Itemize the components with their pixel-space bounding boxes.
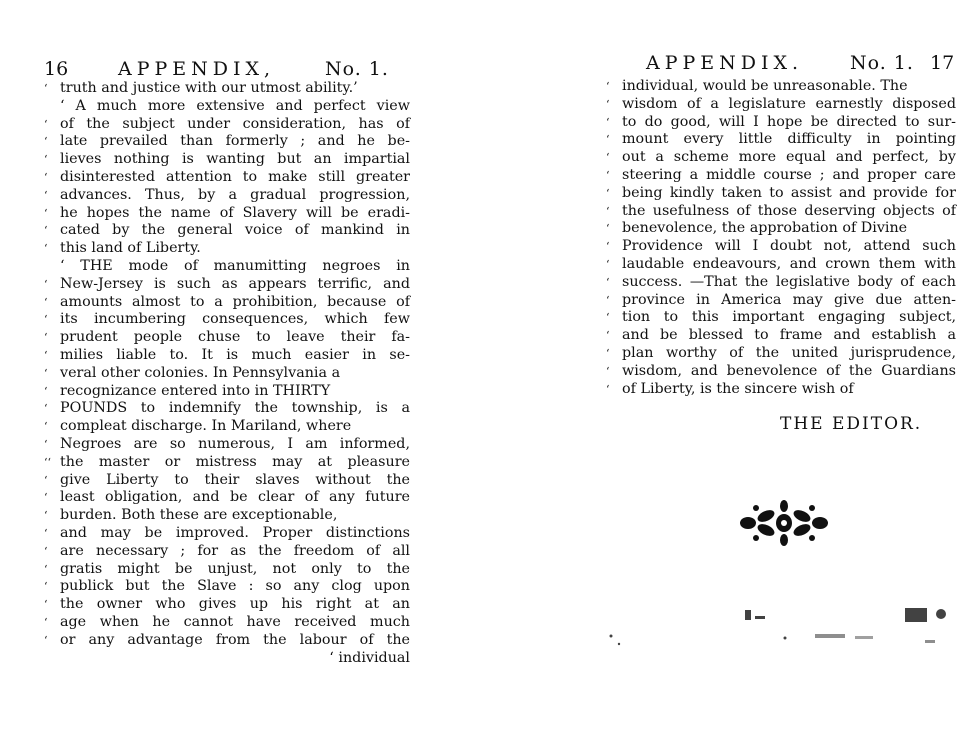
bleed-through-marks xyxy=(605,600,965,660)
line-text: ‘ A much more extensive and perfect view xyxy=(60,97,410,114)
quote-mark: ‘ xyxy=(44,331,48,345)
quote-mark: ‘ xyxy=(606,115,610,129)
line-text: truth and justice with our utmost ability.’ xyxy=(60,80,358,96)
text-line xyxy=(44,187,410,205)
line-text: laudable endeavours, and crown them with xyxy=(622,255,956,272)
text-line xyxy=(44,80,410,98)
quote-mark: ‘ xyxy=(44,384,48,398)
quote-mark: ‘ xyxy=(606,80,610,93)
text-line xyxy=(44,561,410,579)
line-text: late prevailed than formerly ; and he be- xyxy=(60,133,410,150)
text-line xyxy=(44,472,410,490)
quote-mark: ‘ xyxy=(44,295,48,309)
line-text: and may be improved. Proper distinctions xyxy=(60,524,410,541)
quote-mark: ‘‘ xyxy=(44,455,51,469)
quote-mark: ‘ xyxy=(44,366,48,380)
line-text: or any advantage from the labour of the xyxy=(60,631,410,648)
line-text: publick but the Slave : so any clog upon xyxy=(60,578,410,595)
text-line xyxy=(44,347,410,365)
quote-mark: ‘ xyxy=(44,526,48,540)
text-line xyxy=(606,238,956,256)
quote-mark: ‘ xyxy=(44,580,48,594)
text-line xyxy=(44,258,410,276)
text-line xyxy=(606,345,956,363)
text-line xyxy=(44,578,410,596)
line-text: benevolence, the approbation of Divine xyxy=(622,220,908,237)
text-line xyxy=(44,365,410,383)
line-text: mount every little difficulty in pointing xyxy=(622,131,956,148)
right-page-number: 17 xyxy=(930,52,955,74)
quote-mark: ‘ xyxy=(606,151,610,165)
text-line xyxy=(44,329,410,347)
quote-mark: ‘ xyxy=(44,509,48,523)
text-line xyxy=(606,131,956,149)
quote-mark: ‘ xyxy=(606,257,610,271)
line-text: to do good, will I hope be directed to sur- xyxy=(622,113,956,130)
text-line xyxy=(44,311,410,329)
quote-mark: ‘ xyxy=(606,293,610,307)
quote-mark: ‘ xyxy=(44,562,48,576)
catchword xyxy=(44,650,410,668)
left-text-block xyxy=(44,80,410,667)
line-text: the master or mistress may at pleasure xyxy=(60,453,410,470)
floral-ornament-icon xyxy=(736,496,832,550)
line-text: veral other colonies. In Pennsylvania a xyxy=(60,364,341,381)
text-line xyxy=(44,632,410,650)
quote-mark: ‘ xyxy=(44,170,48,184)
line-text: out a scheme more equal and perfect, by xyxy=(622,149,956,166)
line-text: give Liberty to their slaves without the xyxy=(60,471,410,488)
quote-mark: ‘ xyxy=(44,598,48,612)
line-text: cated by the general voice of mankind in xyxy=(60,222,410,239)
right-text-block xyxy=(606,78,956,398)
quote-mark: ‘ xyxy=(44,242,48,256)
quote-mark: ‘ xyxy=(606,240,610,254)
line-text: he hopes the name of Slavery will be eradi- xyxy=(60,204,410,221)
text-line xyxy=(44,276,410,294)
text-line xyxy=(44,116,410,134)
quote-mark: ‘ xyxy=(606,133,610,147)
text-line xyxy=(606,78,956,96)
text-line xyxy=(606,149,956,167)
text-line xyxy=(606,185,956,203)
text-line xyxy=(44,294,410,312)
quote-mark: ‘ xyxy=(606,311,610,325)
line-text: Providence will I doubt not, attend such xyxy=(622,238,956,255)
quote-mark: ‘ xyxy=(44,420,48,434)
line-text: burden. Both these are exceptionable, xyxy=(60,507,338,524)
text-line xyxy=(44,400,410,418)
text-line xyxy=(606,292,956,310)
left-running-header: APPENDIX, xyxy=(118,58,276,80)
line-text: the usefulness of those deserving objects of xyxy=(622,202,956,219)
quote-mark: ‘ xyxy=(44,206,48,220)
quote-mark: ‘ xyxy=(44,633,48,647)
line-text: compleat discharge. In Mariland, where xyxy=(60,418,352,435)
text-line xyxy=(606,363,956,381)
quote-mark: ‘ xyxy=(606,346,610,360)
line-text: individual, would be unreasonable. The xyxy=(622,78,908,94)
text-line xyxy=(44,596,410,614)
line-text: tion to this important engaging subject, xyxy=(622,309,956,326)
line-text: of Liberty, is the sincere wish of xyxy=(622,380,854,397)
text-line xyxy=(44,240,410,258)
line-text: age when he cannot have received much xyxy=(60,613,410,630)
text-line xyxy=(606,167,956,185)
quote-mark: ‘ xyxy=(44,615,48,629)
text-line xyxy=(606,203,956,221)
quote-mark: ‘ xyxy=(606,222,610,236)
quote-mark: ‘ xyxy=(44,473,48,487)
quote-mark: ‘ xyxy=(44,348,48,362)
text-line xyxy=(44,525,410,543)
line-text: least obligation, and be clear of any future xyxy=(60,489,410,506)
quote-mark: ‘ xyxy=(44,224,48,238)
left-header-number: No. 1. xyxy=(325,58,389,80)
line-text: POUNDS to indemnify the township, is a xyxy=(60,400,410,417)
text-line xyxy=(44,133,410,151)
text-line xyxy=(44,205,410,223)
text-line xyxy=(44,614,410,632)
line-text: province in America may give due atten- xyxy=(622,291,956,308)
line-text: advances. Thus, by a gradual progression, xyxy=(60,186,410,203)
line-text: recognizance entered into in THIRTY xyxy=(60,382,331,399)
text-line xyxy=(44,507,410,525)
quote-mark: ‘ xyxy=(44,117,48,131)
quote-mark: ‘ xyxy=(606,275,610,289)
text-line xyxy=(606,309,956,327)
text-line xyxy=(44,489,410,507)
editor-signature: THE EDITOR. xyxy=(780,414,923,434)
right-header-number: No. 1. xyxy=(850,52,914,74)
line-text: lieves nothing is wanting but an impartial xyxy=(60,151,410,168)
quote-mark: ‘ xyxy=(44,313,48,327)
text-line xyxy=(44,436,410,454)
line-text: being kindly taken to assist and provide for xyxy=(622,184,956,201)
quote-mark: ‘ xyxy=(606,204,610,218)
quote-mark: ‘ xyxy=(606,364,610,378)
line-text: success. —That the legislative body of each xyxy=(622,273,956,290)
text-line xyxy=(44,169,410,187)
line-text: of the subject under consideration, has of xyxy=(60,115,410,132)
line-text: the owner who gives up his right at an xyxy=(60,596,410,613)
right-running-header: APPENDIX. xyxy=(646,52,804,74)
line-text: amounts almost to a prohibition, because of xyxy=(60,293,410,310)
left-page xyxy=(0,0,470,752)
text-line xyxy=(606,256,956,274)
left-page-number: 16 xyxy=(44,58,69,80)
line-text: are necessary ; for as the freedom of all xyxy=(60,542,410,559)
quote-mark: ‘ xyxy=(44,153,48,167)
line-text: wisdom of a legislature earnestly disposed xyxy=(622,95,956,112)
line-text: Negroes are so numerous, I am informed, xyxy=(60,435,410,452)
text-line xyxy=(44,151,410,169)
quote-mark: ‘ xyxy=(44,491,48,505)
catchword-text: ‘ individual xyxy=(329,649,410,666)
line-text: milies liable to. It is much easier in se- xyxy=(60,346,410,363)
quote-mark: ‘ xyxy=(44,544,48,558)
line-text: plan worthy of the united jurisprudence, xyxy=(622,344,956,361)
quote-mark: ‘ xyxy=(44,277,48,291)
line-text: New-Jersey is such as appears terrific, and xyxy=(60,275,410,292)
text-line xyxy=(44,454,410,472)
line-text: disinterested attention to make still greater xyxy=(60,168,410,185)
line-text: wisdom, and benevolence of the Guardians xyxy=(622,362,956,379)
quote-mark: ‘ xyxy=(44,402,48,416)
line-text: this land of Liberty. xyxy=(60,240,201,257)
line-text: prudent people chuse to leave their fa- xyxy=(60,329,410,346)
line-text: ‘ THE mode of manumitting negroes in xyxy=(60,257,410,274)
quote-mark: ‘ xyxy=(606,329,610,343)
quote-mark: ‘ xyxy=(44,82,48,95)
text-line xyxy=(606,274,956,292)
text-line xyxy=(606,327,956,345)
text-line xyxy=(44,98,410,116)
quote-mark: ‘ xyxy=(606,97,610,111)
line-text: and be blessed to frame and establish a xyxy=(622,327,956,344)
text-line xyxy=(44,383,410,401)
text-line xyxy=(44,418,410,436)
line-text: gratis might be unjust, not only to the xyxy=(60,560,410,577)
quote-mark: ‘ xyxy=(606,382,610,396)
quote-mark: ‘ xyxy=(44,135,48,149)
quote-mark: ‘ xyxy=(44,188,48,202)
quote-mark: ‘ xyxy=(606,168,610,182)
text-line xyxy=(44,543,410,561)
text-line xyxy=(606,114,956,132)
quote-mark: ‘ xyxy=(606,186,610,200)
line-text: its incumbering consequences, which few xyxy=(60,311,410,328)
quote-mark: ‘ xyxy=(44,437,48,451)
text-line xyxy=(606,220,956,238)
line-text: steering a middle course ; and proper care xyxy=(622,166,956,183)
text-line xyxy=(606,381,956,399)
text-line xyxy=(606,96,956,114)
text-line xyxy=(44,222,410,240)
